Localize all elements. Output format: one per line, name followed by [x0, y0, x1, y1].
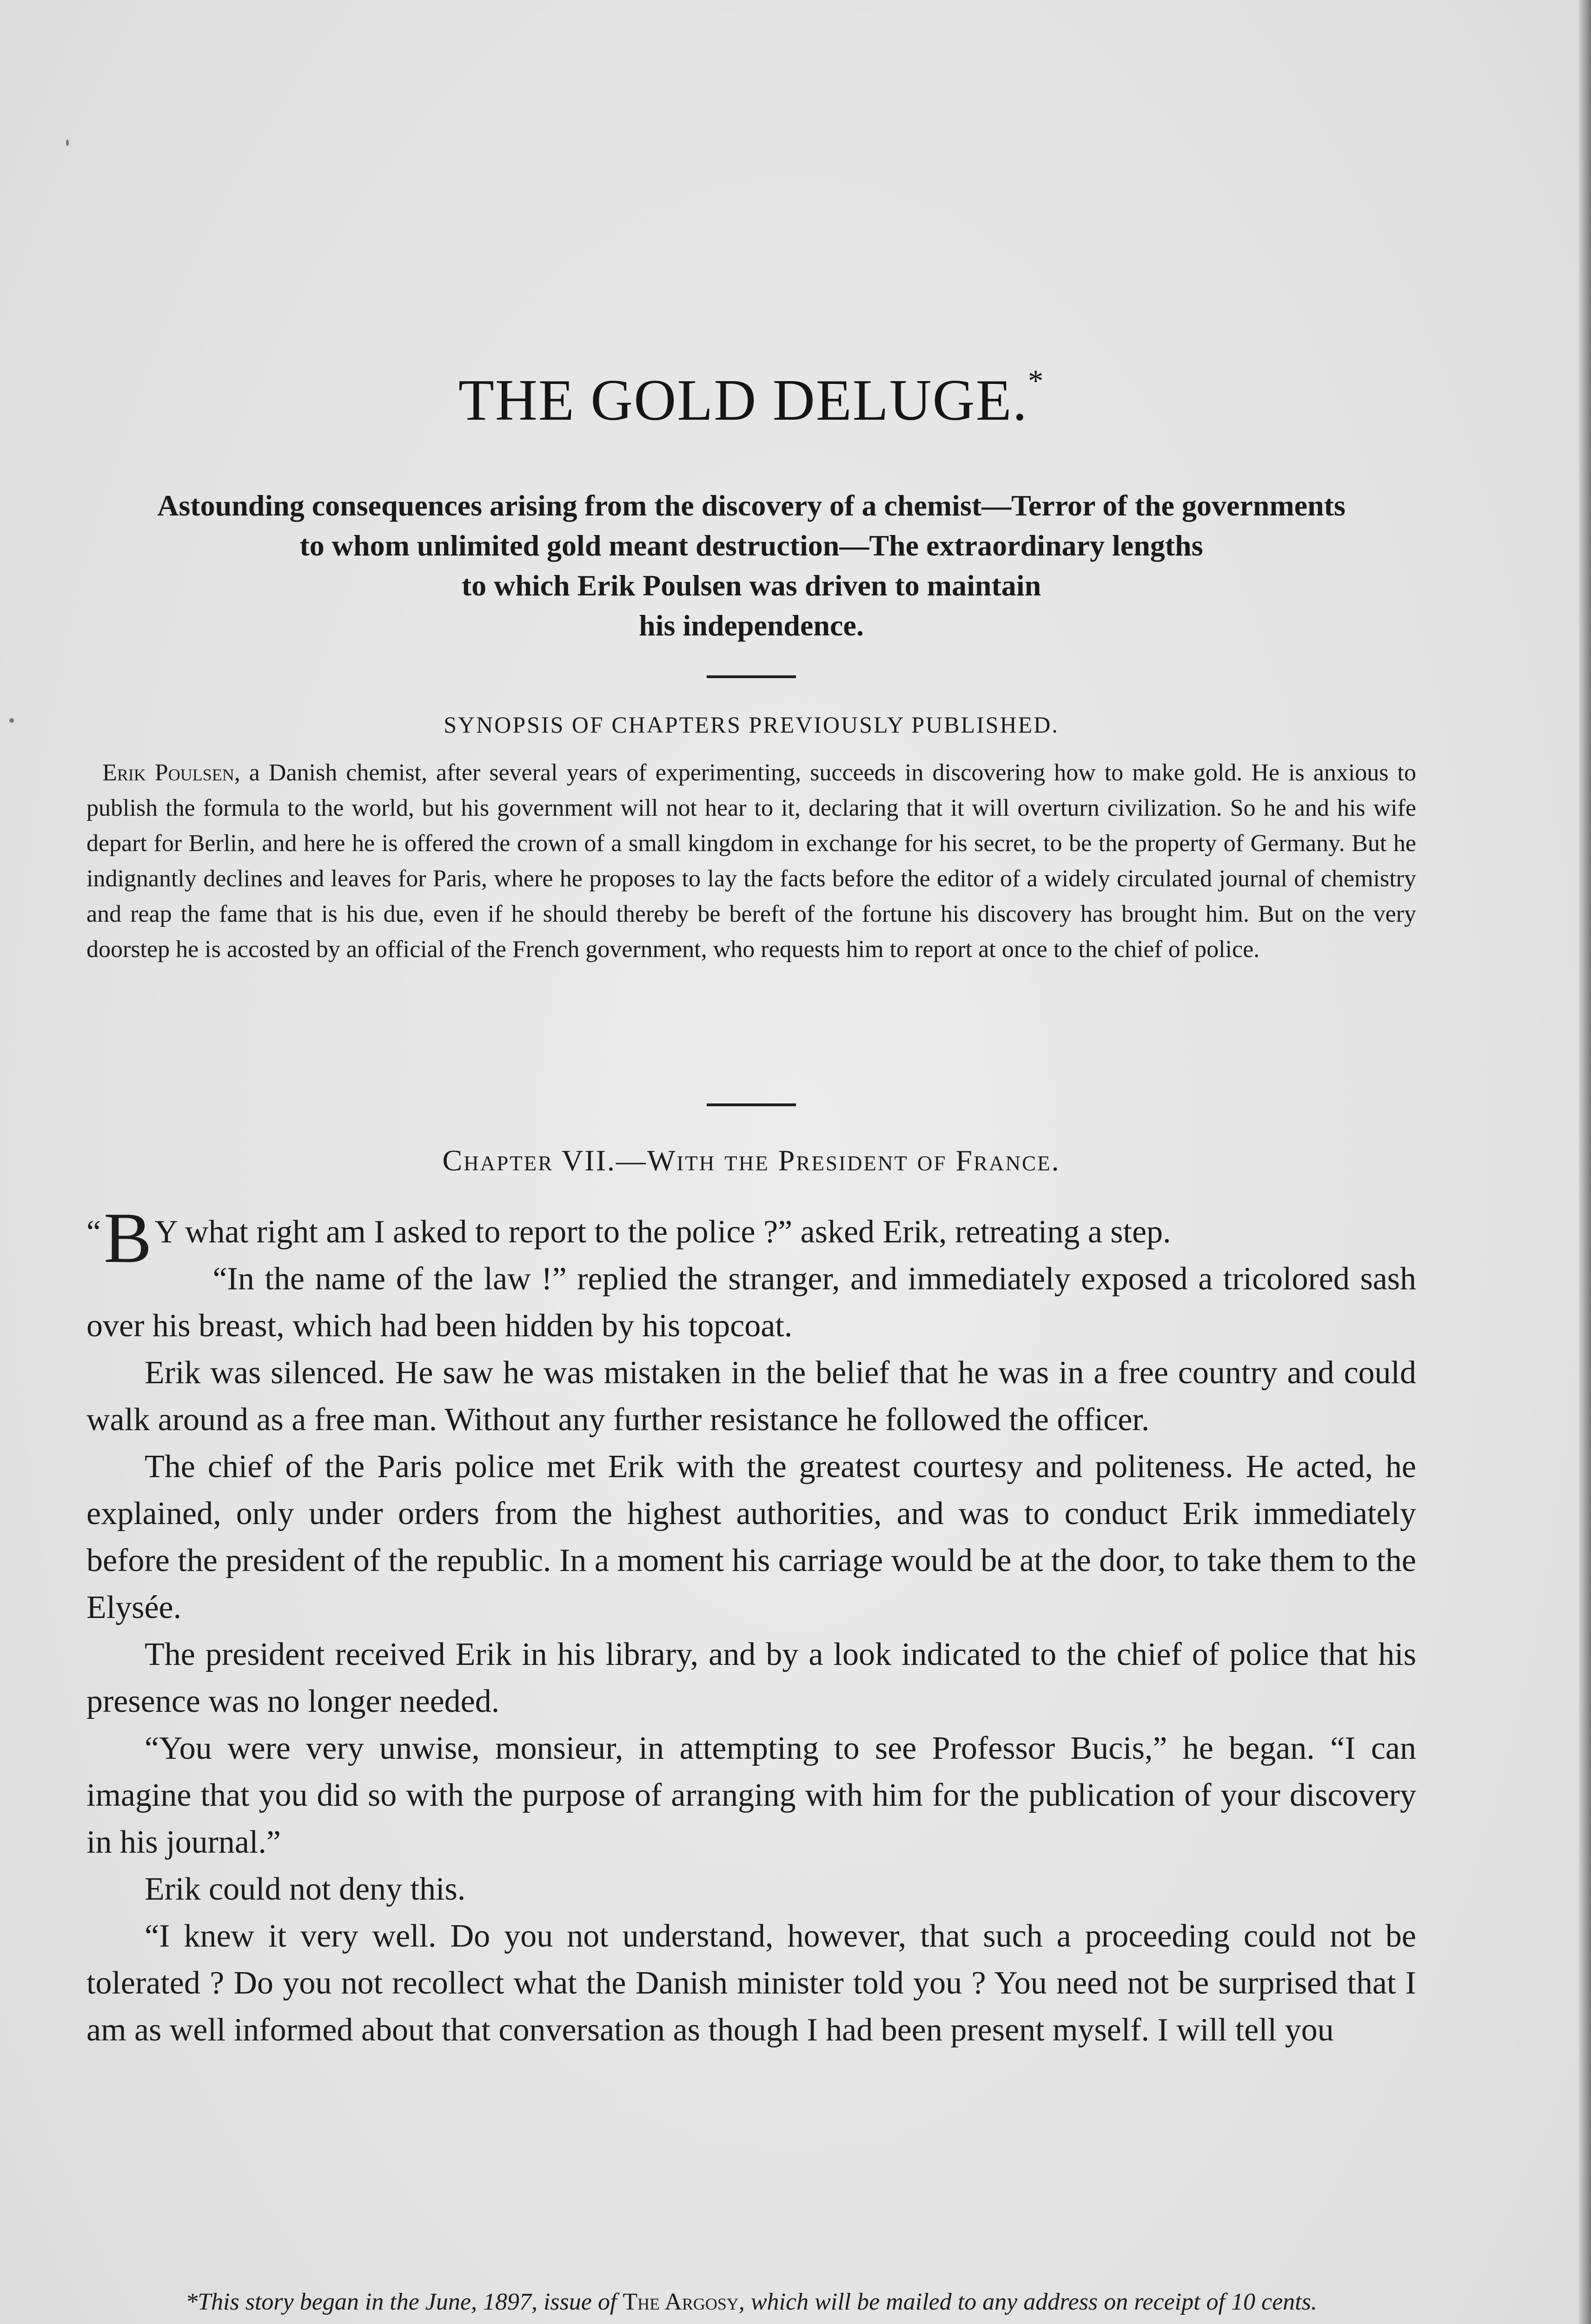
- opening-paragraph: “ B Y what right am I asked to report to the police ?” asked Erik, retreating a step.: [86, 1198, 1171, 1278]
- subtitle-line: Astounding consequences arising from the discovery of a chemist—Terror of the governments: [157, 489, 1346, 522]
- magazine-name: The Argosy: [623, 2289, 739, 2315]
- story-subtitle: [86, 486, 1416, 646]
- print-speck: [66, 139, 69, 146]
- divider-rule: [707, 675, 796, 678]
- subtitle-line: to whom unlimited gold meant destruction—The extraordinary lengths: [299, 529, 1203, 562]
- subtitle-line: his independence.: [639, 609, 864, 642]
- story-title: THE GOLD DELUGE.*: [458, 364, 1045, 433]
- story-body: [86, 1198, 1416, 2053]
- body-paragraph: The chief of the Paris police met Erik with the greatest courtesy and politeness. He acted, he explained, only under orders from the highest authorities, and was to conduct Erik immediately before the president of the republic. In a moment his carriage would be at the door, to take them to the Elysée.: [86, 1449, 1416, 1625]
- footnote: *This story began in the June, 1897, issue of The Argosy, which will be mailed to any address on receipt of 10 cents.: [186, 2289, 1317, 2315]
- subtitle-line: to which Erik Poulsen was driven to maintain: [461, 569, 1041, 602]
- synopsis-lead: Erik Poulsen: [102, 759, 234, 786]
- divider-rule: [707, 1103, 796, 1106]
- synopsis-text: Erik Poulsen, a Danish chemist, after several years of experimenting, succeeds in discovering how to make gold. He is anxious to publish the formula to the world, but his government will not hear to it, declaring that it will overturn civilization. So he and his wife depart for Berlin, and here he is offered the crown of a small kingdom in exchange for his secret, to be the property of Germany. But he indignantly declines and leaves for Paris, where he proposes to lay the facts before the editor of a widely circulated journal of chemistry and reap the fame that is his due, even if he should thereby be bereft of the fortune his discovery has brought him. But on the very doorstep he is accosted by an official of the French government, who requests him to report at once to the chief of police.: [86, 759, 1417, 963]
- page-edge-shadow: [1579, 0, 1591, 2324]
- drop-cap: B: [104, 1198, 152, 1278]
- body-paragraph: The president received Erik in his library, and by a look indicated to the chief of police that his presence was no longer needed.: [86, 1637, 1416, 1719]
- body-paragraph: Erik could not deny this.: [145, 1871, 466, 1907]
- body-paragraph: Erik was silenced. He saw he was mistaken in the belief that he was in a free country and could walk around as a free man. Without any further resistance he followed the officer.: [86, 1355, 1416, 1438]
- chapter-heading: Chapter VII.—With the President of France.: [442, 1144, 1061, 1177]
- synopsis-heading: SYNOPSIS OF CHAPTERS PREVIOUSLY PUBLISHED.: [444, 712, 1059, 738]
- opening-quote: “: [86, 1214, 101, 1250]
- body-paragraph: “You were very unwise, monsieur, in attempting to see Professor Bucis,” he began. “I can imagine that you did so with the purpose of arranging with him for the publication of your discovery in his journal.”: [86, 1730, 1416, 1860]
- body-paragraph: “I knew it very well. Do you not understand, however, that such a proceeding could not be tolerated ? Do you not recollect what the Danish minister told you ? You need not be surprised that I am as well informed about that conversation as though I had been present myself. I will tell you: [86, 1918, 1416, 2048]
- print-speck: [9, 718, 14, 723]
- body-paragraph: “In the name of the law !” replied the stranger, and immediately exposed a tricolored sash over his breast, which had been hidden by his topcoat.: [86, 1261, 1416, 1344]
